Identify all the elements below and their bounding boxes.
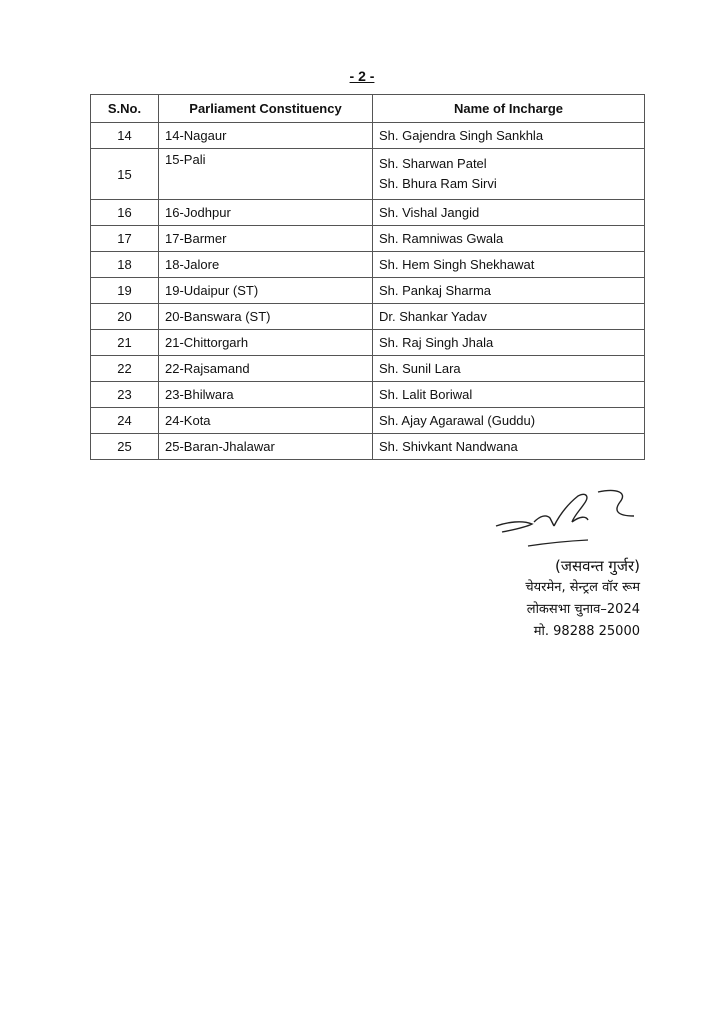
row-constituency: 16-Jodhpur	[159, 200, 373, 226]
row-incharge: Sh. Shivkant Nandwana	[373, 434, 645, 460]
handwritten-signature	[488, 486, 648, 560]
table-row	[91, 382, 645, 408]
header-sno: S.No.	[91, 95, 159, 123]
row-sno: 25	[91, 434, 159, 460]
signatory-designation: चेयरमेन, सेन्ट्रल वॉर रूम	[525, 580, 640, 595]
row-constituency: 17-Barmer	[159, 226, 373, 252]
row-constituency: 24-Kota	[159, 408, 373, 434]
row-sno: 20	[91, 304, 159, 330]
row-incharge: Sh. Ajay Agarawal (Guddu)	[373, 408, 645, 434]
row-constituency: 23-Bhilwara	[159, 382, 373, 408]
table-row	[91, 200, 645, 226]
row-sno: 22	[91, 356, 159, 382]
row-sno: 24	[91, 408, 159, 434]
row-constituency: 21-Chittorgarh	[159, 330, 373, 356]
table-row	[91, 330, 645, 356]
row-incharge: Sh. Raj Singh Jhala	[373, 330, 645, 356]
row-incharge: Sh. Vishal Jangid	[373, 200, 645, 226]
row-constituency: 19-Udaipur (ST)	[159, 278, 373, 304]
row-sno: 16	[91, 200, 159, 226]
signatory-name: (जसवन्त गुर्जर)	[555, 557, 640, 575]
signatory-mobile: मो. 98288 25000	[533, 624, 640, 639]
table-row	[91, 123, 645, 149]
row-incharge: Sh. Lalit Boriwal	[373, 382, 645, 408]
table-row	[91, 304, 645, 330]
row-sno: 18	[91, 252, 159, 278]
row-constituency: 15-Pali	[159, 149, 373, 200]
row-incharge: Sh. Ramniwas Gwala	[373, 226, 645, 252]
table-row	[91, 408, 645, 434]
row-constituency: 14-Nagaur	[159, 123, 373, 149]
incharge-name: Sh. Bhura Ram Sirvi	[379, 176, 497, 191]
row-incharge	[373, 149, 645, 200]
row-constituency: 25-Baran-Jhalawar	[159, 434, 373, 460]
row-constituency: 22-Rajsamand	[159, 356, 373, 382]
row-constituency: 18-Jalore	[159, 252, 373, 278]
row-sno: 19	[91, 278, 159, 304]
page-number: - 2 -	[349, 68, 375, 84]
header-constituency: Parliament Constituency	[159, 95, 373, 123]
table-header-row	[91, 95, 645, 123]
row-incharge: Sh. Sunil Lara	[373, 356, 645, 382]
table-row	[91, 252, 645, 278]
row-sno: 21	[91, 330, 159, 356]
row-constituency: 20-Banswara (ST)	[159, 304, 373, 330]
row-sno: 23	[91, 382, 159, 408]
row-incharge: Sh. Pankaj Sharma	[373, 278, 645, 304]
row-sno: 15	[91, 149, 159, 200]
row-sno: 17	[91, 226, 159, 252]
row-incharge: Sh. Hem Singh Shekhawat	[373, 252, 645, 278]
signatory-election: लोकसभा चुनाव–2024	[526, 602, 640, 617]
row-sno: 14	[91, 123, 159, 149]
row-incharge: Dr. Shankar Yadav	[373, 304, 645, 330]
table-row	[91, 226, 645, 252]
table-row	[91, 434, 645, 460]
table-row	[91, 356, 645, 382]
signatory-block	[525, 555, 640, 643]
table-row	[91, 278, 645, 304]
incharge-table	[90, 94, 645, 460]
header-incharge: Name of Incharge	[373, 95, 645, 123]
incharge-name: Sh. Sharwan Patel	[379, 156, 487, 171]
table-row	[91, 149, 645, 200]
row-incharge: Sh. Gajendra Singh Sankhla	[373, 123, 645, 149]
